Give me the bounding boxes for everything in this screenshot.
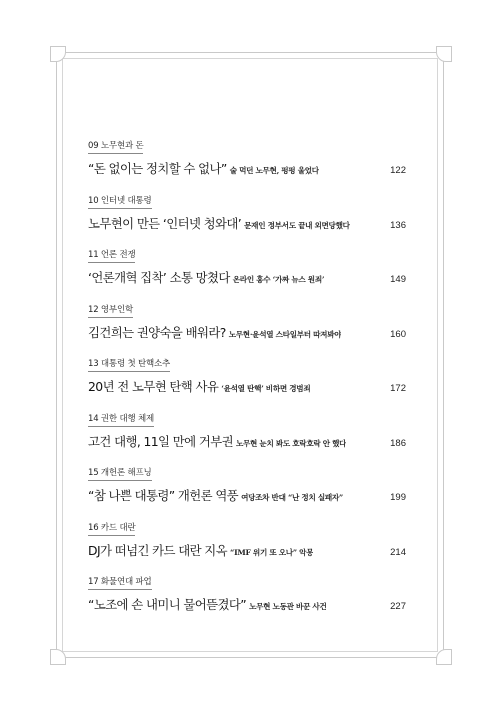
- chapter-title: “돈 없이는 정치할 수 없나”: [88, 161, 227, 176]
- chapter-title: “노조에 손 내미니 물어뜯겼다”: [88, 597, 247, 612]
- chapter-label: 10 인터넷 대통령: [88, 196, 152, 209]
- toc-entry[interactable]: [88, 133, 406, 188]
- chapter-subtitle: 온라인 홍수 ‘가짜 뉴스 원죄’: [232, 275, 325, 284]
- chapter-label: 14 권한 대행 체제: [88, 414, 154, 427]
- chapter-subtitle: 노무현·윤석열 스타일부터 따져봐야: [228, 329, 342, 339]
- chapter-title: 김건희는 권양숙을 배워라?: [88, 324, 226, 340]
- page-number: 186: [390, 437, 406, 449]
- chapter-title: ‘언론개혁 집착’ 소통 망쳤다: [88, 270, 230, 285]
- toc-entry[interactable]: [88, 188, 406, 243]
- page-number: 214: [390, 546, 406, 558]
- page-number: 160: [390, 328, 406, 340]
- chapter-title: DJ가 떠넘긴 카드 대란 지옥: [88, 542, 228, 558]
- chapter-label: 16 카드 대란: [88, 523, 135, 536]
- toc-entry[interactable]: [88, 460, 406, 515]
- chapter-title: 20년 전 노무현 탄핵 사유: [88, 379, 219, 394]
- chapter-title: 노무현이 만든 ‘인터넷 청와대’: [88, 215, 242, 231]
- chapter-subtitle: 노무현 노동관 바꾼 사건: [249, 602, 327, 611]
- chapter-label: 12 영부인학: [88, 305, 133, 318]
- chapter-title: “참 나쁜 대통령” 개헌론 역풍: [88, 488, 239, 503]
- page-number: 136: [390, 219, 406, 231]
- toc-entry[interactable]: [88, 406, 406, 461]
- toc-entry[interactable]: [88, 297, 406, 352]
- chapter-subtitle: 문재인 정부서도 끝내 외면당했다: [244, 220, 350, 230]
- page-number: 199: [390, 492, 406, 503]
- page-number: 227: [390, 601, 406, 612]
- chapter-subtitle: 여당조차 반대 “난 정치 실패자”: [241, 493, 343, 502]
- chapter-label: 13 대통령 첫 탄핵소추: [88, 359, 170, 372]
- table-of-contents: [88, 133, 406, 624]
- chapter-label: 17 화물연대 파업: [88, 577, 152, 590]
- toc-entry[interactable]: [88, 569, 406, 624]
- toc-entry[interactable]: [88, 242, 406, 297]
- chapter-label: 15 개헌론 해프닝: [88, 468, 152, 481]
- chapter-subtitle: 술 먹던 노무현, 펑펑 울었다: [229, 166, 319, 175]
- chapter-title: 고건 대행, 11일 만에 거부권: [88, 433, 233, 449]
- chapter-subtitle: 노무현 눈치 봐도 호락호락 안 했다: [235, 438, 347, 448]
- page-number: 149: [390, 274, 406, 285]
- toc-entry[interactable]: [88, 351, 406, 406]
- chapter-subtitle: “IMF 위기 또 오나” 악몽: [230, 547, 314, 557]
- chapter-subtitle: ‘윤석열 탄핵’ 비하면 경범죄: [221, 384, 311, 393]
- page-number: 122: [390, 165, 406, 176]
- toc-entry[interactable]: [88, 515, 406, 570]
- chapter-label: 11 언론 전쟁: [88, 250, 135, 263]
- chapter-label: 09 노무현과 돈: [88, 141, 143, 154]
- page-number: 172: [390, 383, 406, 394]
- border-corner-ornament: [436, 649, 452, 665]
